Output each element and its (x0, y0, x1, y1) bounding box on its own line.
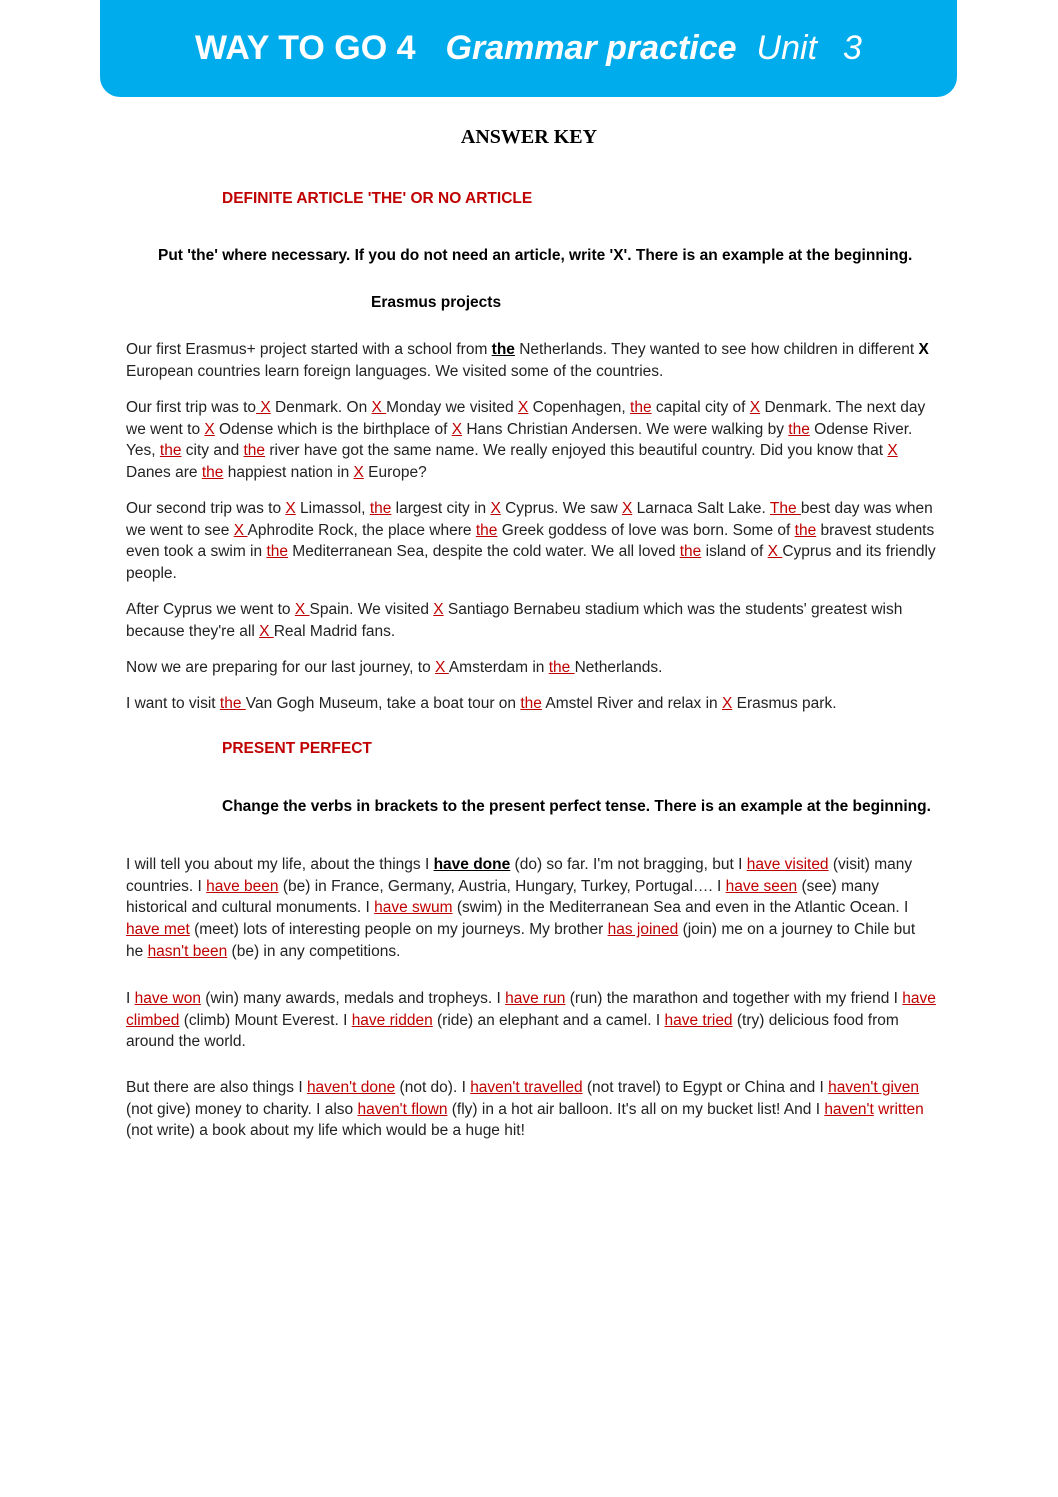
unit-number: 3 (843, 29, 862, 67)
paragraph-2: Our first trip was to X Denmark. On X Monday we visited X Copenhagen, the capital city of X Denmark. The next day we went to X Odense which is the birthplace of X Hans Christian Andersen. We were walking by the Odense River. Yes, the city and the river have got the same name. We really enjoyed this beautiful country. Did you know that X Danes are the happiest nation in X Europe? (126, 399, 926, 482)
answer: the (243, 442, 266, 460)
answer: the (266, 543, 288, 561)
paragraph-7: I will tell you about my life, about the things I have done (do) so far. I'm not bragging, but I have visited (visit) many countries. I have been (be) in France, Germany, Austria, Hungary, Turkey, Portugal…. I have seen (see) many historical and cultural monuments. I have swum (swim) in the Mediterranean Sea and even in the Atlantic Ocean. I have met (meet) lots of interesting people on my journeys. My brother has joined (join) me on a journey to Chile but he hasn't been (be) in any competitions. (126, 856, 916, 960)
answer: the (548, 659, 575, 676)
answer: written (873, 1100, 924, 1118)
paragraph-8: I have won (win) many awards, medals and tropheys. I have run (run) the marathon and together with my friend I have climbed (climb) Mount Everest. I have ridden (ride) an elephant and a camel. I have tried (try) delicious food from around the world. (126, 990, 936, 1051)
answer: X (451, 420, 463, 438)
answer: has joined (607, 921, 679, 939)
answer: have tried (664, 1011, 733, 1029)
answer: X (353, 464, 364, 482)
paragraph-5: Now we are preparing for our last journey, to X Amsterdam in the Netherlands. (126, 659, 663, 676)
answer: X (435, 659, 449, 676)
instruction-present-perfect: Change the verbs in brackets to the present perfect tense. There is an example at the beginning. (222, 798, 931, 815)
answer: the (630, 399, 652, 416)
answer: the (159, 442, 182, 460)
answer: have ridden (351, 1011, 433, 1029)
answer: X (233, 521, 248, 539)
example-answer: have done (433, 856, 511, 873)
answer: have run (505, 990, 566, 1007)
answer: the (679, 543, 702, 561)
paragraph-1: Our first Erasmus+ project started with a school from the Netherlands. They wanted to see how children in different X European countries learn foreign languages. We visited some of the countries. (126, 341, 929, 380)
answer: have climbed (126, 990, 936, 1029)
answer: X (621, 500, 633, 517)
answer-key-title: ANSWER KEY (460, 126, 598, 148)
answer: the (369, 500, 392, 517)
answer: have visited (746, 856, 829, 873)
example-answer: X (918, 341, 929, 358)
paragraph-3: Our second trip was to X Limassol, the largest city in X Cyprus. We saw X Larnaca Salt Lake. The best day was when we went to see X Aphrodite Rock, the place where the Greek goddess of love was born. Some of the bravest students even took a swim in the Mediterranean Sea, despite the cold water. We all loved the island of X Cyprus and its friendly people. (126, 500, 936, 583)
section-title-articles: DEFINITE ARTICLE 'THE' OR NO ARTICLE (222, 190, 533, 207)
answer: The (769, 500, 801, 517)
answer: haven't flown (357, 1100, 448, 1118)
answer: the (201, 464, 224, 482)
paragraph-4: After Cyprus we went to X Spain. We visited X Santiago Bernabeu stadium which was the students' greatest wish because they're all X Real Madrid fans. (126, 601, 903, 640)
answer: haven't (824, 1100, 874, 1118)
answer: haven't travelled (470, 1079, 583, 1096)
answer: haven't done (306, 1079, 396, 1096)
answer: X (490, 500, 501, 517)
answer: have won (134, 990, 201, 1007)
answer: X (204, 420, 215, 438)
answer: X (887, 442, 898, 460)
answer: X (294, 601, 310, 618)
answer: the (788, 420, 810, 438)
header-banner (100, 0, 957, 97)
answer: X (433, 601, 444, 618)
header-subtitle: Grammar practice (445, 29, 737, 67)
answer: X (371, 399, 387, 416)
answer: have been (206, 877, 279, 895)
brand-title: WAY TO GO 4 (195, 29, 416, 67)
exercise-subtitle: Erasmus projects (371, 294, 502, 311)
paragraph-9: But there are also things I haven't done (not do). I haven't travelled (not travel) to Egypt or China and I haven't given (not give) money to charity. I also haven't flown (fly) in a hot air balloon. It's all on my bucket list! And I haven't written (not write) a book about my life which would be a huge hit! (126, 1079, 924, 1140)
answer: the (794, 521, 817, 539)
answer: X (285, 500, 296, 517)
unit-label: Unit (756, 29, 818, 67)
answer: have swum (374, 899, 453, 917)
answer: X (749, 399, 761, 416)
answer: X (517, 399, 529, 416)
answer: X (767, 543, 783, 561)
paragraph-6: I want to visit the Van Gogh Museum, take a boat tour on the Amstel River and relax in X Erasmus park. (126, 695, 837, 712)
answer: haven't given (828, 1079, 919, 1096)
answer: have seen (725, 877, 798, 895)
answer: the (219, 695, 246, 712)
answer: X (256, 399, 271, 416)
answer: X (259, 622, 274, 640)
section-title-present-perfect: PRESENT PERFECT (222, 740, 372, 757)
answer: hasn't been (147, 942, 228, 960)
answer: X (721, 695, 733, 712)
instruction-articles: Put 'the' where necessary. If you do not need an article, write 'X'. There is an example at the beginning. (158, 247, 913, 264)
answer: the (475, 521, 498, 539)
example-answer: the (491, 341, 515, 358)
answer: the (520, 695, 542, 712)
answer: have met (126, 921, 190, 939)
